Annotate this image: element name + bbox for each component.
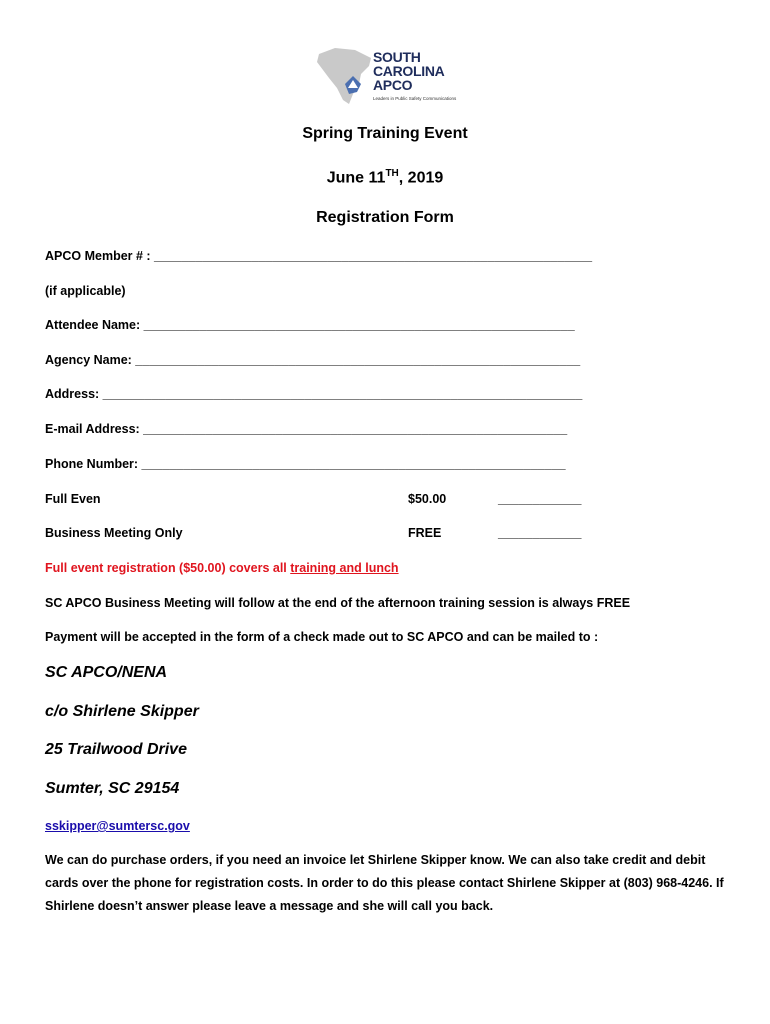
event-date-suffix: , 2019 xyxy=(398,169,444,187)
pricing-price: FREE xyxy=(408,526,442,540)
south-carolina-map-icon xyxy=(315,44,375,106)
logo-line-apco: APCO xyxy=(373,77,413,93)
business-meeting-note: SC APCO Business Meeting will follow at the end of the afternoon training session is always FREE xyxy=(45,596,631,610)
form-title: Registration Form xyxy=(316,209,454,226)
address-field[interactable]: Address: _____________________________________________________________________ xyxy=(45,387,583,401)
training-lunch-emphasis: training and lunch xyxy=(290,561,399,575)
logo-text xyxy=(373,50,444,92)
pricing-label: Business Meeting Only xyxy=(45,526,183,540)
mailing-line-3: 25 Trailwood Drive xyxy=(45,741,187,758)
if-applicable-note: (if applicable) xyxy=(45,284,126,298)
logo-line-carolina: CAROLINA xyxy=(373,63,445,79)
closing-paragraph: We can do purchase orders, if you need an invoice let Shirlene Skipper know. We can also take credit and debit cards over the phone for registration costs. In order to do this please contact Shirlene Skipper at (803) 968-4246. If Shirlene doesn’t answer please leave a message and she will call you back. xyxy=(45,853,724,913)
pricing-blank[interactable]: ____________ xyxy=(498,526,582,540)
pricing-row xyxy=(45,526,183,540)
apco-member-field[interactable]: APCO Member # : _______________________________________________________________ xyxy=(45,249,593,263)
full-event-note xyxy=(45,561,399,575)
pricing-price: $50.00 xyxy=(408,492,447,506)
payment-note: Payment will be accepted in the form of a check made out to SC APCO and can be mailed to : xyxy=(45,630,599,644)
pricing-blank[interactable]: ____________ xyxy=(498,492,582,506)
email-field[interactable]: E-mail Address: _____________________________________________________________ xyxy=(45,422,568,436)
event-date xyxy=(0,168,770,187)
phone-field[interactable]: Phone Number: _____________________________________________________________ xyxy=(45,457,566,471)
pricing-label: Full Even xyxy=(45,492,101,506)
mailing-line-2: c/o Shirlene Skipper xyxy=(45,703,199,720)
mailing-line-1: SC APCO/NENA xyxy=(45,664,168,681)
event-date-superscript: TH xyxy=(385,168,399,179)
sc-apco-logo xyxy=(315,44,460,106)
attendee-name-field[interactable]: Attendee Name: ______________________________________________________________ xyxy=(45,318,575,332)
contact-email-link[interactable]: sskipper@sumtersc.gov xyxy=(45,819,190,833)
pricing-row xyxy=(45,492,101,506)
logo-tagline: Leaders in Public Safety Communications xyxy=(373,96,457,101)
logo-line-south: SOUTH xyxy=(373,49,421,65)
event-title: Spring Training Event xyxy=(302,125,468,142)
event-date-prefix: June 11 xyxy=(326,169,386,187)
full-event-note-text: Full event registration ($50.00) covers all xyxy=(45,561,291,575)
agency-name-field[interactable]: Agency Name: ________________________________________________________________ xyxy=(45,353,581,367)
mailing-line-4: Sumter, SC 29154 xyxy=(45,780,180,797)
